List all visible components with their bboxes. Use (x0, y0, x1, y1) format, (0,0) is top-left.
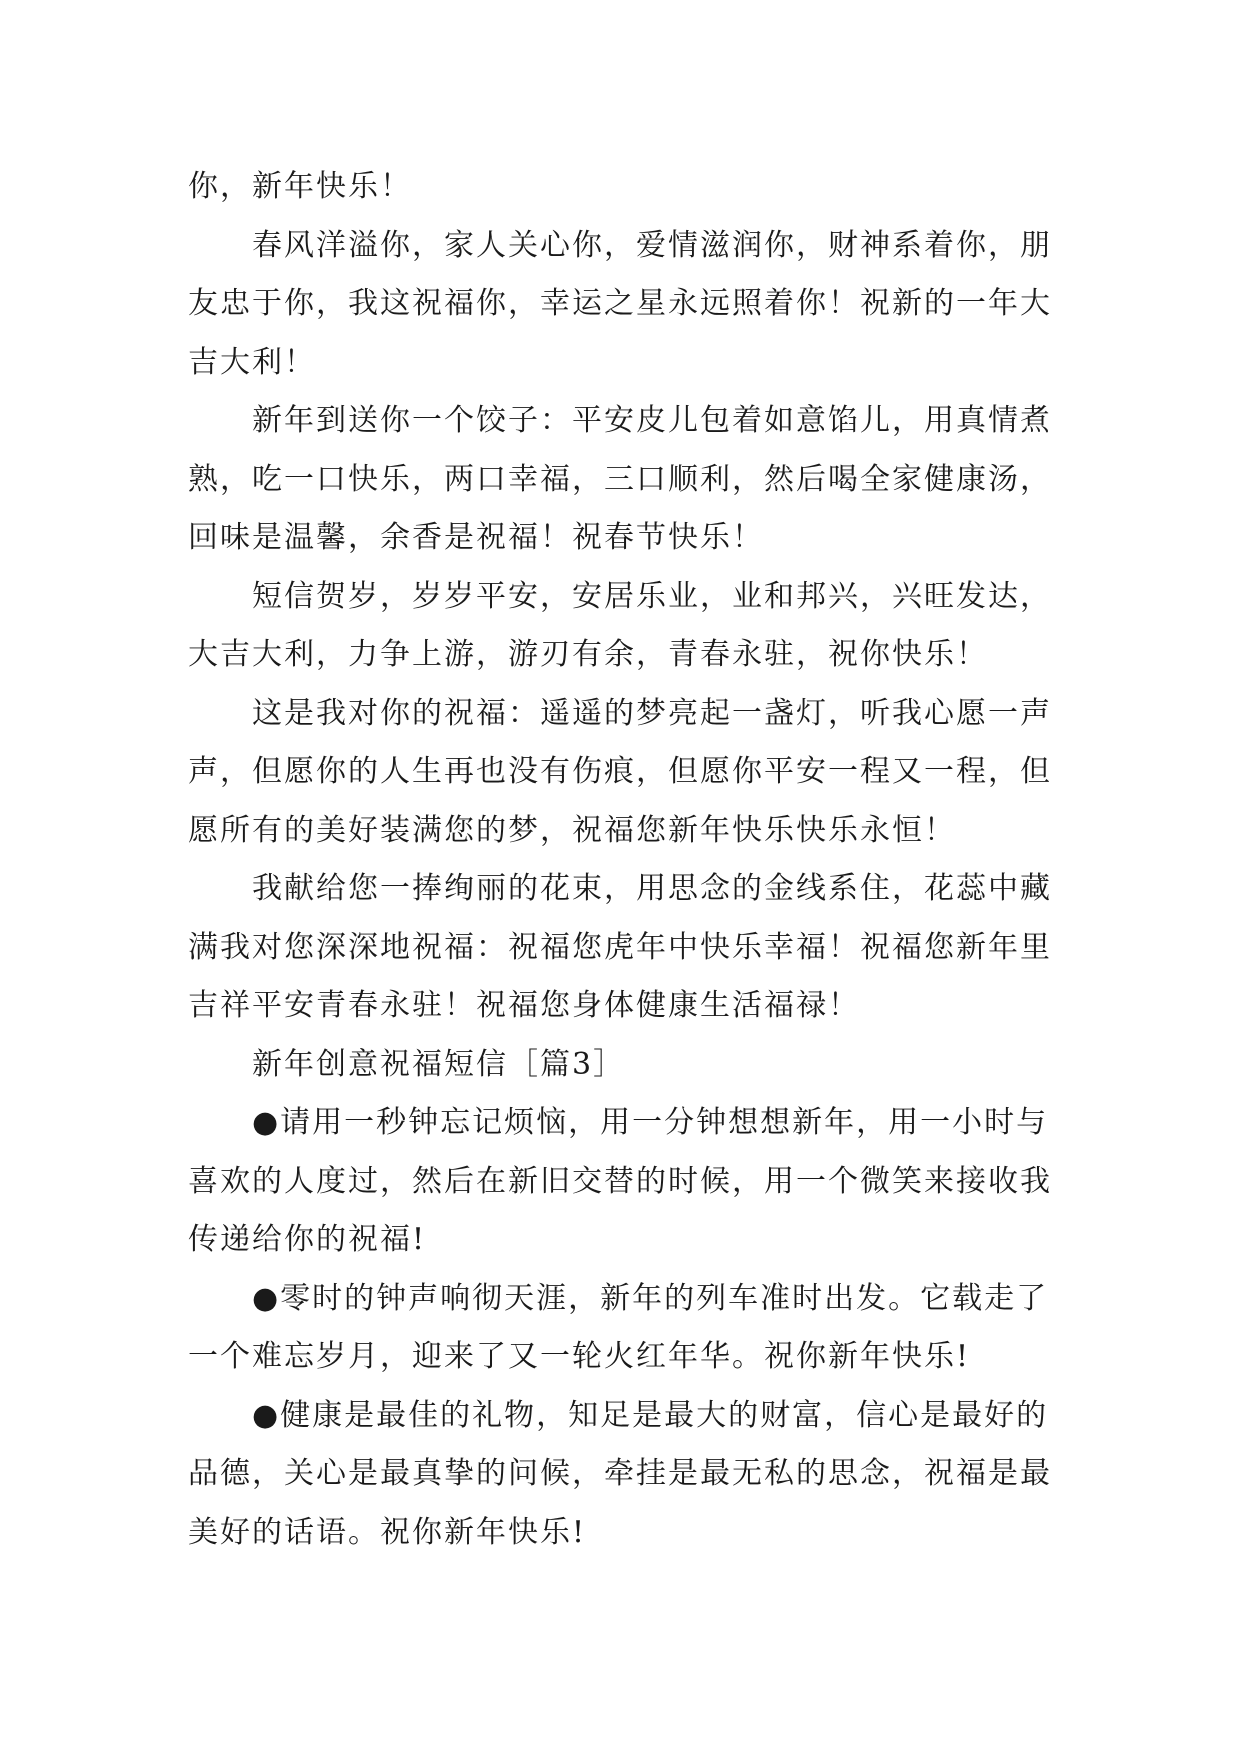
bullet-paragraph: ●请用一秒钟忘记烦恼，用一分钟想想新年，用一小时与喜欢的人度过，然后在新旧交替的时候，用一个微笑来接收我传递给你的祝福! (188, 1105, 1052, 1257)
paragraph-continued: 你，新年快乐！ (188, 169, 412, 204)
section-heading: 新年创意祝福短信［篇3］ (252, 1046, 626, 1082)
document-body (188, 158, 1068, 1562)
bullet-paragraph: ●健康是最佳的礼物，知足是最大的财富，信心是最好的品德，关心是最真挚的问候，牵挂是最无私的思念，祝福是最美好的话语。祝你新年快乐! (188, 1397, 1052, 1550)
paragraph: 短信贺岁，岁岁平安，安居乐业，业和邦兴，兴旺发达，大吉大利，力争上游，游刃有余，青春永驻，祝你快乐！ (188, 578, 1052, 672)
paragraph: 这是我对你的祝福：遥遥的梦亮起一盏灯，听我心愿一声声，但愿你的人生再也没有伤痕，但愿你平安一程又一程，但愿所有的美好装满您的梦，祝福您新年快乐快乐永恒！ (188, 695, 1052, 848)
bullet-paragraph: ●零时的钟声响彻天涯，新年的列车准时出发。它载走了一个难忘岁月，迎来了又一轮火红年华。祝你新年快乐! (188, 1280, 1049, 1374)
paragraph: 我献给您一捧绚丽的花束，用思念的金线系住，花蕊中藏满我对您深深地祝福：祝福您虎年中快乐幸福！祝福您新年里吉祥平安青春永驻！祝福您身体健康生活福禄！ (188, 871, 1052, 1023)
paragraph: 春风洋溢你，家人关心你，爱情滋润你，财神系着你，朋友忠于你，我这祝福你，幸运之星永远照着你！祝新的一年大吉大利！ (188, 227, 1052, 380)
paragraph: 新年到送你一个饺子：平安皮儿包着如意馅儿，用真情煮熟，吃一口快乐，两口幸福，三口顺利，然后喝全家健康汤，回味是温馨，余香是祝福！祝春节快乐！ (188, 403, 1052, 555)
